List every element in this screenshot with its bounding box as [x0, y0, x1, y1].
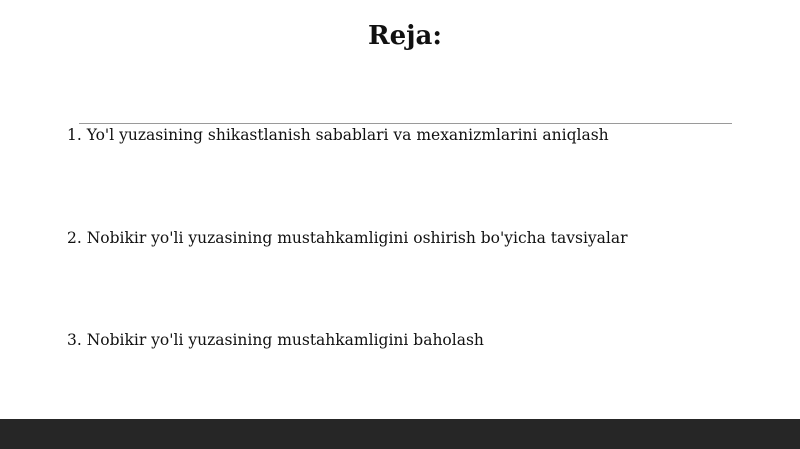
slide-title: Reja:: [367, 21, 442, 51]
plan-item-2: 2. Nobikir yo'li yuzasining mustahkamligini oshirish bo'yicha tavsiyalar: [67, 229, 628, 247]
plan-item-1: 1. Yo'l yuzasining shikastlanish sabablari va mexanizmlarini aniqlash: [67, 126, 609, 144]
bottom-bar: [0, 419, 800, 449]
plan-item-3: 3. Nobikir yo'li yuzasining mustahkamligini baholash: [67, 331, 484, 349]
